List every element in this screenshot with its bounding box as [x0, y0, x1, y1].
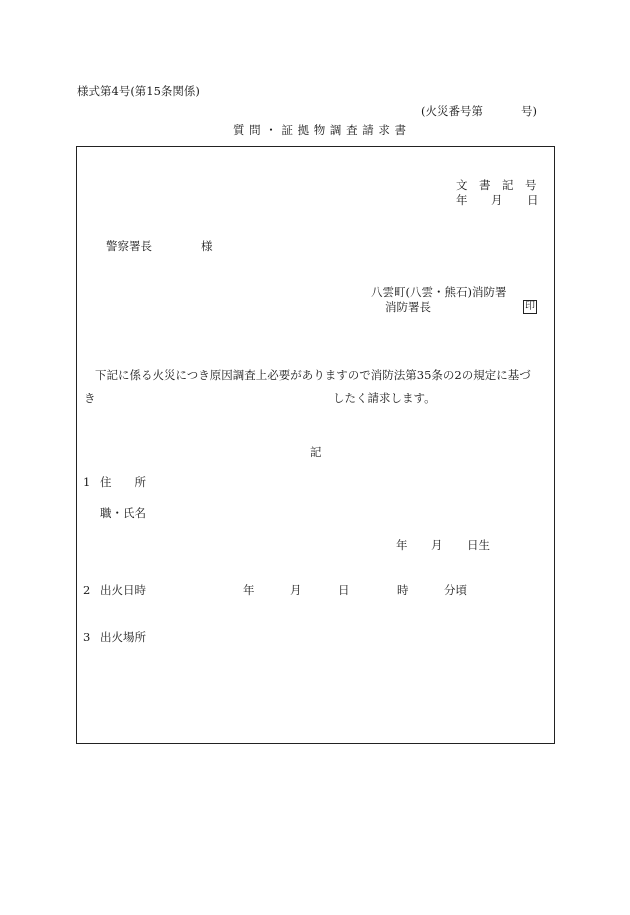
document-title: 質 問 ・ 証 拠 物 調 査 請 求 書 [233, 123, 407, 137]
document-ref-year: 年 [456, 193, 468, 207]
birth-day: 日生 [467, 538, 490, 552]
fire-number-prefix: (火災番号第 [421, 104, 483, 118]
item-3-label: 出火場所 [100, 630, 146, 644]
body-line-2-start: き [84, 391, 96, 405]
fire-hour: 時 [397, 583, 409, 597]
item-2-label: 出火日時 [100, 583, 146, 597]
birth-year: 年 [396, 538, 408, 552]
addressee-honorific: 様 [201, 239, 213, 253]
fire-month: 月 [290, 583, 302, 597]
seal-stamp: 印 [525, 301, 535, 312]
document-ref-label: 文 書 記 号 [456, 178, 537, 192]
addressee-name: 警察署長 [106, 239, 152, 253]
fire-minute: 分頃 [444, 583, 467, 597]
document-ref-day: 日 [527, 193, 539, 207]
notice-heading: 記 [310, 445, 322, 459]
document-ref-month: 月 [491, 193, 503, 207]
item-2-number: 2 [83, 583, 91, 597]
item-1-label: 住 所 [100, 475, 146, 489]
item-1-number: 1 [83, 475, 91, 489]
sender-org: 八雲町(八雲・熊石)消防署 [371, 285, 507, 299]
fire-number-suffix: 号) [521, 104, 537, 118]
fire-day: 日 [338, 583, 350, 597]
birth-month: 月 [431, 538, 443, 552]
item-3-number: 3 [83, 630, 91, 644]
body-line-2-end: したく請求します。 [333, 391, 436, 405]
fire-year: 年 [243, 583, 255, 597]
body-line-1: 下記に係る火災につき原因調査上必要がありますので消防法第35条の2の規定に基づ [95, 368, 531, 382]
sender-title: 消防署長 [385, 300, 431, 314]
form-number: 様式第4号(第15条関係) [77, 84, 200, 98]
item-1-sub-label: 職・氏名 [100, 506, 146, 520]
